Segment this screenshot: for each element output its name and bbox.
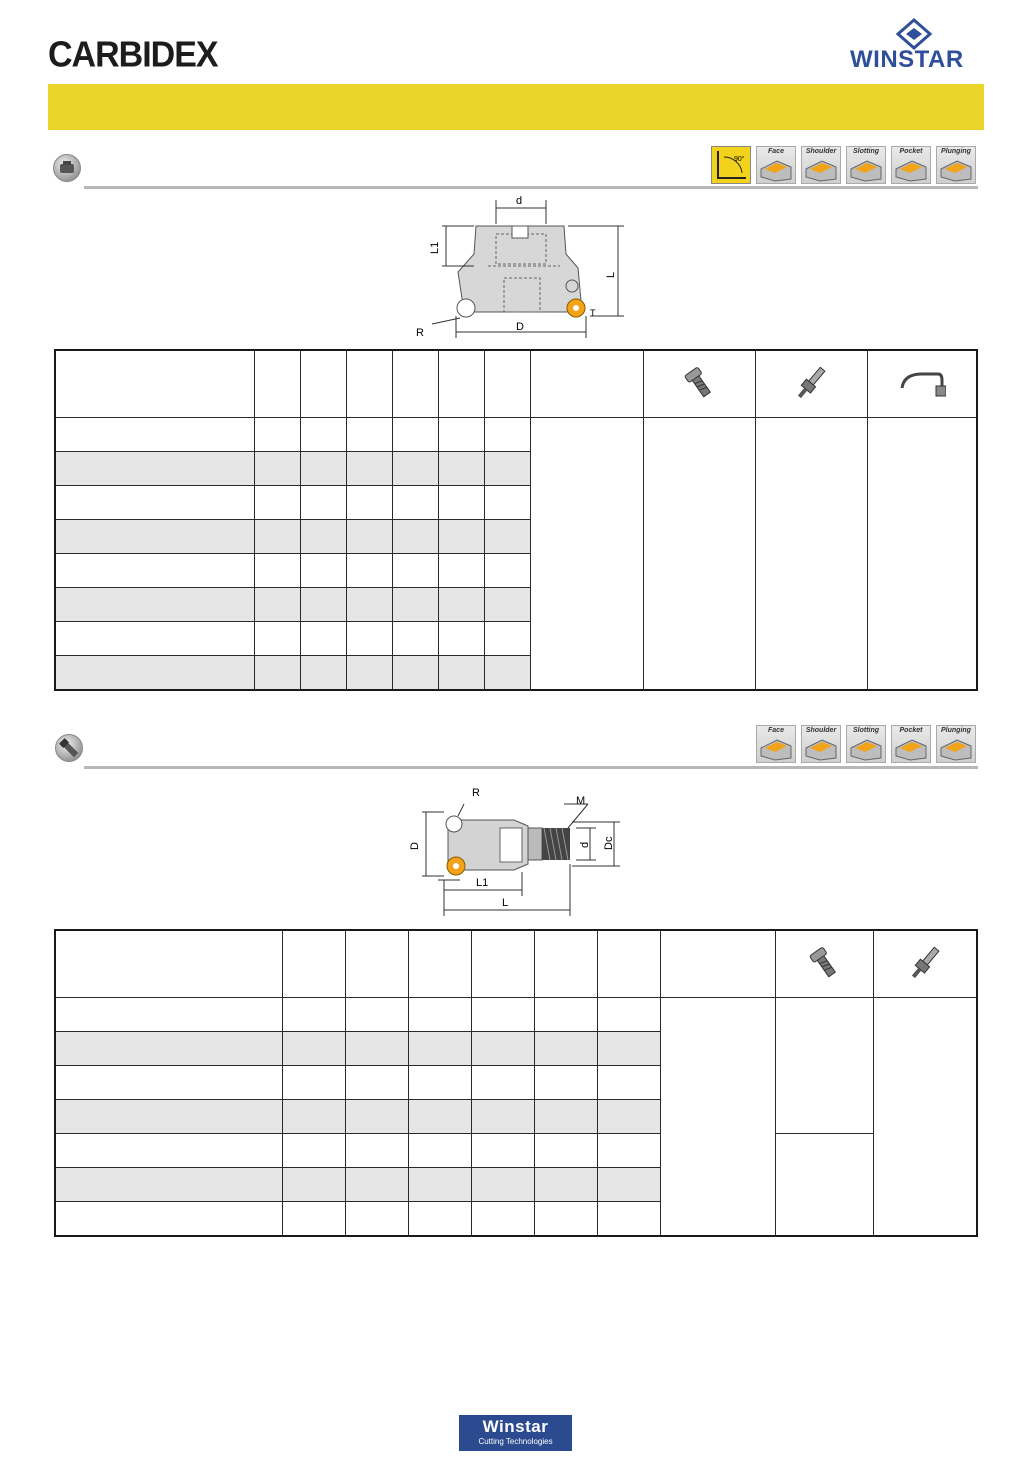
merged-cell [643,418,755,690]
col-header [392,350,438,418]
merged-cell [873,998,977,1236]
table-cell [484,622,530,656]
table-cell [471,1202,534,1236]
col-header [484,350,530,418]
table-cell [346,486,392,520]
operation-shoulder-icon [801,725,841,763]
table-cell [392,554,438,588]
table-cell [597,1066,660,1100]
table-cell [300,554,346,588]
table-cell [534,1100,597,1134]
bent-key-icon [867,350,977,418]
table-cell [471,1066,534,1100]
table-cell [55,1134,282,1168]
table-cell [300,520,346,554]
dim-d-label: d [516,195,523,207]
table-cell [438,588,484,622]
face-mill-diagram [398,190,634,342]
table-cell [346,554,392,588]
table-cell [438,520,484,554]
table-cell [254,622,300,656]
table-cell [484,554,530,588]
table-cell [55,554,254,588]
table-cell [346,520,392,554]
winstar-logo [842,18,987,74]
table-cell [408,1134,471,1168]
table-cell [597,1168,660,1202]
operation-label: Shoulder [805,727,837,734]
table-cell [471,1168,534,1202]
merged-cell [775,1134,873,1236]
footer-winstar-logo [459,1415,572,1451]
table-cell [254,588,300,622]
screw-icon [775,930,873,998]
table-cell [484,486,530,520]
table-cell [597,1202,660,1236]
dim-d2-label: d [579,841,591,848]
merged-cell [755,418,867,690]
col-header [254,350,300,418]
table-cell [345,1032,408,1066]
section1-divider [84,186,978,189]
operation-label: Slotting [852,727,880,734]
col-header [471,930,534,998]
wrench-key-icon [873,930,977,998]
col-header [345,930,408,998]
table-cell [345,1100,408,1134]
table-cell [392,486,438,520]
table-cell [408,1202,471,1236]
table-cell [55,418,254,452]
merged-cell [530,418,643,690]
table-cell [55,1202,282,1236]
table-cell [282,1134,345,1168]
table-cell [346,418,392,452]
dim-t-label: T [590,308,596,318]
operation-label: Pocket [899,148,923,155]
col-header [597,930,660,998]
operation-label: Slotting [852,148,880,155]
dim-l-label: L [605,271,617,278]
footer-tagline: Cutting Technologies [478,1437,553,1446]
operation-label: Plunging [941,148,971,155]
table-cell [345,1066,408,1100]
end-mill-icon [55,734,83,762]
table-cell [55,622,254,656]
table-cell [346,656,392,690]
operation-pocket-icon [891,146,931,184]
table-cell [254,656,300,690]
table-cell [300,656,346,690]
table-cell [392,622,438,656]
table-cell [438,486,484,520]
table-cell [55,998,282,1032]
table-cell [55,588,254,622]
dim-l1-label: L1 [429,241,441,254]
table-cell [254,520,300,554]
table-cell [282,1202,345,1236]
table-cell [408,998,471,1032]
table-cell [282,1168,345,1202]
face-mill-spec-table [54,349,978,691]
table-cell [392,656,438,690]
col-header [55,930,282,998]
table-cell [346,622,392,656]
operation-label: Plunging [941,727,971,734]
screw-icon [643,350,755,418]
table-row [55,1134,977,1168]
operation-plunging-icon [936,146,976,184]
operation-label: Face [768,727,784,734]
angle-90-icon [711,146,751,184]
table-cell [534,998,597,1032]
col-header [55,350,254,418]
operation-shoulder-icon [801,146,841,184]
operation-face-icon [756,146,796,184]
table-cell [484,520,530,554]
table-cell [55,1168,282,1202]
table-cell [534,1032,597,1066]
table-cell [300,622,346,656]
merged-cell [775,998,873,1134]
table-cell [55,1100,282,1134]
table-cell [438,554,484,588]
table-cell [55,520,254,554]
table-cell [300,452,346,486]
table-cell [392,588,438,622]
face-mill-icon [53,154,81,182]
section2-divider [84,766,978,769]
table-cell [254,452,300,486]
table-cell [408,1032,471,1066]
table-cell [484,418,530,452]
table-cell [471,998,534,1032]
table-cell [55,1032,282,1066]
table-cell [254,418,300,452]
table-cell [55,486,254,520]
dim-lb-label: L [502,897,509,909]
table-cell [300,588,346,622]
merged-cell [660,998,775,1236]
dim-D-label: D [516,321,524,333]
table-cell [408,1066,471,1100]
table-cell [345,1202,408,1236]
table-cell [597,1032,660,1066]
table-cell [392,520,438,554]
table-cell [282,1066,345,1100]
table-cell [438,622,484,656]
table-cell [471,1032,534,1066]
operation-plunging-icon [936,725,976,763]
table-cell [346,452,392,486]
dim-m-label: M [576,795,586,807]
col-header [438,350,484,418]
dim-D2-label: D [409,842,421,850]
end-mill-spec-table [54,929,978,1237]
col-header [660,930,775,998]
table-cell [597,1100,660,1134]
dim-l1b-label: L1 [476,877,489,889]
dim-dc-label: Dc [603,836,615,850]
table-cell [438,452,484,486]
operation-label: Face [768,148,784,155]
table-cell [438,656,484,690]
table-cell [282,1100,345,1134]
table-cell [408,1100,471,1134]
operation-label: Pocket [899,727,923,734]
table-cell [484,656,530,690]
table-cell [55,1066,282,1100]
svg-text:90°: 90° [734,156,745,163]
table-cell [438,418,484,452]
table-cell [534,1202,597,1236]
end-mill-diagram [404,784,636,920]
table-cell [597,998,660,1032]
table-cell [534,1066,597,1100]
table-row [55,418,977,452]
dim-r2-label: R [472,787,480,799]
col-header [408,930,471,998]
table-cell [254,486,300,520]
table-cell [392,452,438,486]
table-cell [254,554,300,588]
table-cell [534,1168,597,1202]
table-cell [282,998,345,1032]
col-header [346,350,392,418]
operation-face-icon [756,725,796,763]
col-header [530,350,643,418]
table-cell [345,1168,408,1202]
operation-slotting-icon [846,146,886,184]
operation-label: Shoulder [805,148,837,155]
table-cell [346,588,392,622]
footer-brand: Winstar [482,1417,549,1436]
table-cell [484,588,530,622]
col-header [300,350,346,418]
table-cell [471,1100,534,1134]
col-header [282,930,345,998]
dim-r-label: R [416,327,424,339]
table-cell [55,656,254,690]
table-cell [392,418,438,452]
table-cell [345,998,408,1032]
table-cell [534,1134,597,1168]
winstar-wordmark: WINSTAR [850,46,964,73]
operation-slotting-icon [846,725,886,763]
table-cell [282,1032,345,1066]
wrench-key-icon [755,350,867,418]
table-cell [408,1168,471,1202]
table-cell [55,452,254,486]
table-cell [597,1134,660,1168]
operation-pocket-icon [891,725,931,763]
title-banner [48,84,984,130]
table-cell [484,452,530,486]
table-row [55,998,977,1032]
table-cell [300,486,346,520]
table-cell [300,418,346,452]
table-cell [471,1134,534,1168]
table-cell [345,1134,408,1168]
col-header [534,930,597,998]
carbidex-logo: CARBIDEX [48,35,218,75]
